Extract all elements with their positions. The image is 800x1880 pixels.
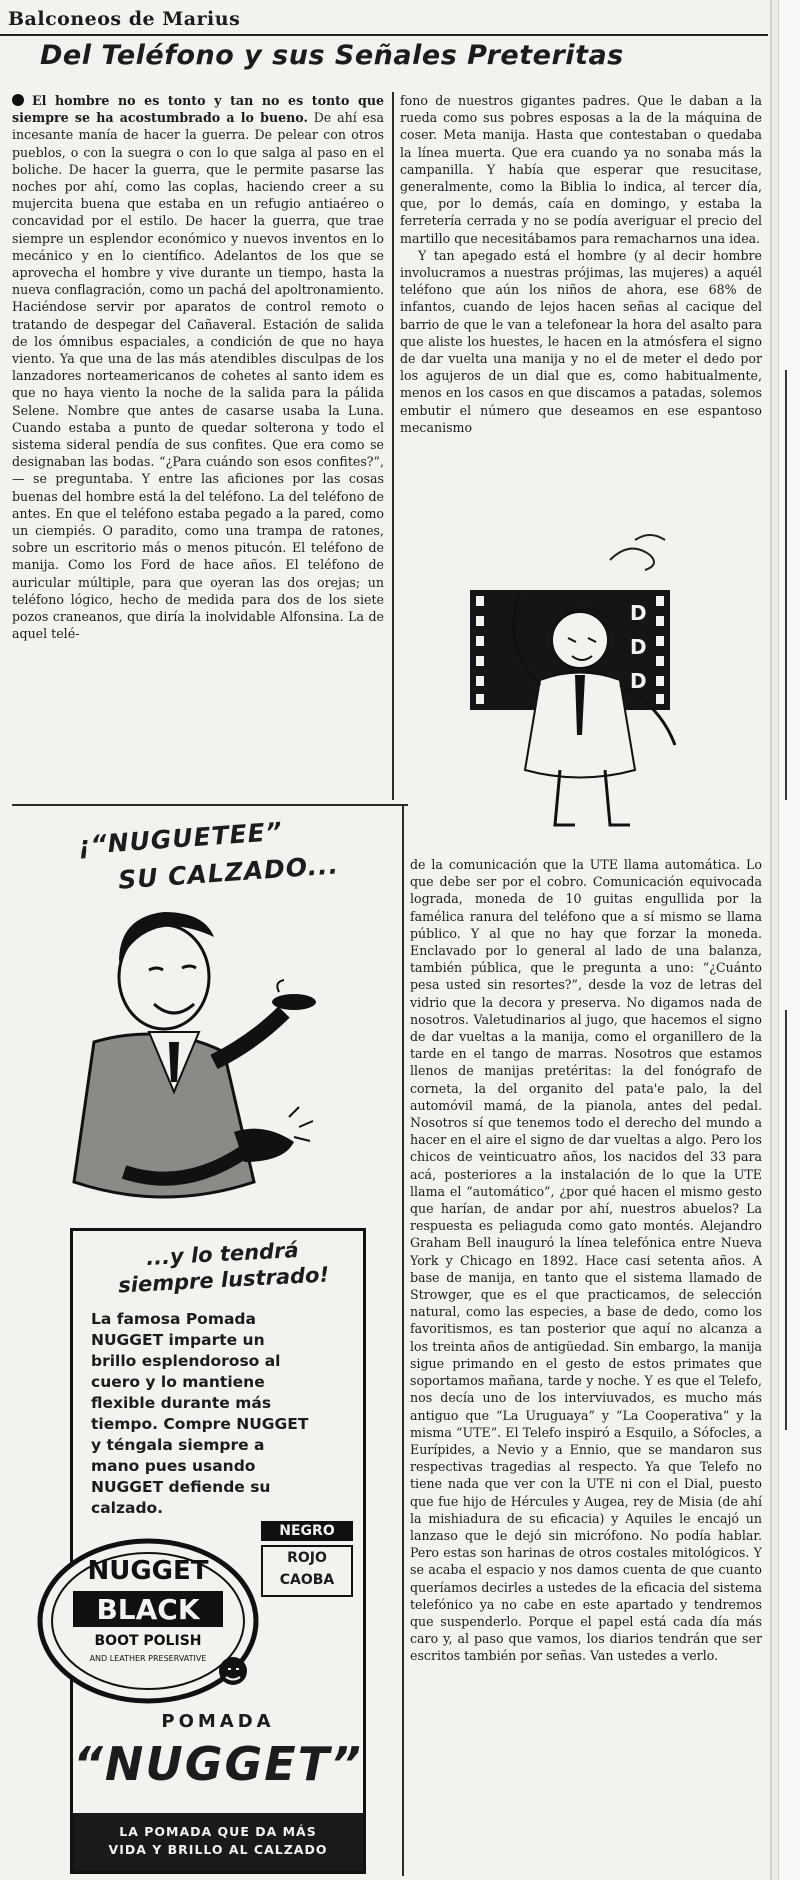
color-label: NEGRO [261, 1521, 353, 1541]
ad-panel [70, 1228, 366, 1874]
polish-tin [33, 1531, 263, 1711]
panel-letter: D [630, 635, 647, 659]
ad-slogan-line: siempre lustrado! [117, 1262, 330, 1298]
article-column-1 [12, 92, 384, 802]
ad-footer-line: LA POMADA QUE DA MÁS [119, 1824, 317, 1839]
ad-footer [73, 1813, 363, 1871]
section-divider [12, 804, 408, 806]
top-rule [0, 34, 768, 36]
ad-body-text: La famosa Pomada NUGGET imparte un brillo esplendoroso al cuero y lo mantiene flexible durante más tiempo. Compre NUGGET y téngala siempre a mano pues usando NUGGET defiende su calzado. [91, 1310, 309, 1517]
tin-color: BLACK [96, 1593, 200, 1626]
ad-product-type: POMADA [161, 1711, 275, 1732]
ad-footer-line: VIDA Y BRILLO AL CALZADO [108, 1842, 328, 1857]
color-options [261, 1521, 353, 1601]
adjacent-clipping-edge [778, 0, 800, 1880]
color-label: ROJO [287, 1550, 327, 1566]
panel-letter: D [630, 669, 647, 693]
tin-brand: NUGGET [87, 1556, 209, 1586]
bullet-icon [12, 94, 24, 106]
column-divider [392, 92, 394, 800]
color-box [261, 1545, 353, 1597]
article-paragraph: De ahí esa incesante manía de hacer la guerra. De pelear con otros pueblos, o con la suegra o con lo que salga al paso en el boliche. De hacer la guerra, que le permite pasarse las noches por ahí, como las coplas, haciendo creer a su mujercita buena que estaba en un refugio antiaéreo o concavidad por el estilo. De hacer la guerra, que trae siempre un esplendor económico y nuevos inventos en lo mecánico y en lo científico. Adelantos de los que se aprovecha el hombre y vive durante un tiempo, hasta la nueva conflagración, como un pachá del apoltronamiento. Haciéndose servir por aparatos de control remoto o tratando de despegar del Cañaveral. Estación de salida de los ómnibus espaciales, a condición de que no haya viento. Ya que una de las más atendibles disculpas de los lanzadores norteamericanos de cohetes al santo idem es que no haya viento la noche de la salida para la pálida Selene. Nombre que antes de casarse usaba la Luna. Cuando estaba a punto de quedar solterona y todo el sistema sideral pendía de sus confites. Que era como se designaban las bodas. “¿Para cuándo son esos confites?”, — se preguntaba. Y entre las aficiones por las cosas buenas del hombre está la del teléfono. La del teléfono de antes. En que el teléfono estaba pegado a la pared, como un ciempiés. O paradito, como una trampa de ratones, sobre un escritorio más o menos pitucón. El teléfono de manija. Como los Ford de hace años. El teléfono de auricular múltiple, para que oyeran las dos orejas; un teléfono lógico, hecho de medida para dos de los siete pozos craneanos, que diría la inolvidable Alfonsina. La de aquel telé- [12, 110, 384, 642]
ad-brand-name: “NUGGET” [73, 1737, 363, 1791]
ad-slogan-line: ...y lo tendrá [145, 1238, 300, 1270]
article-column-2 [400, 92, 762, 512]
article-paragraph: de la comunicación que la UTE llama automática. Lo que debe ser por el cobro. Comunicación equivocada lograda, moneda de 10 guitas engullida por la famélica ranura del teléfono que a sí mismo se llama público. Y al que no hay que forzar la moneda. Enclavado por lo general al lado de una balanza, también pública, que le pregunta a uno: “¿Cuánto pesa usted sin resortes?”, desde la voz de letras del vidrio que la decora y preserva. No digamos nada de nosotros. Valetudinarios al jugo, que hacemos el signo de dar vueltas a la manija, como el organillero de la tarde en el tango de marras. Nosotros que estamos llenos de manijas pretéritas: la del fonógrafo de corneta, la del organito del pata'e palo, la del automóvil mamá, de la pianola, antes del pedal. Nosotros sí que tenemos todo el derecho del mundo a hacer en el aire el signo de dar vueltas a algo. Pero los chicos de veinticuatro años, los nacidos del 33 para acá, posteriores a la instalación de lo que la UTE llama el “automático”, ¿por qué hacen el mismo gesto que harían, de andar por ahí, nuestros abuelos? La respuesta es peliaguda como gato montés. Alejandro Graham Bell inauguró la línea telefónica entre Nueva York y Chicago en 1892. Hace casi setenta años. A base de manija, en tanto que el sistema llamado de Strowger, que es el que practicamos, de selección natural, como las especies, a base de dedo, como los favoritismos, es tan posterior que aquí no alcanza a los treinta años de antigüedad. Sin embargo, la manija sigue primando en el gesto de estos primates que soportamos mañana, tarde y noche. Y es que el Telefo, nos decía uno de los interviuvados, es mucho más antiguo que “La Uruguaya” y “La Cooperativa” y la misma “UTE”. El Telefo inspiró a Esquilo, a Sófocles, a Eurípides, a Nevio y a Ennio, que se mandaron sus respectivas tragedias al respecto. Ya que Telefo no tiene nada que ver con la UTE ni con el Dial, puesto que fue hijo de Hércules y Augea, rey de Misia (de ahí la mishiadura de su eficacia) y Aquiles le encajó un lanzaso que le dejó sin micrófono. No podía hablar. Pero estas son harinas de otros costales mitológicos. Y se acaba el espacio y nos damos cuenta de que cuanto queríamos decirles a ustedes de la eficacia del sistema telefónico ya no cabe en este apartado y tendremos que suspenderlo. Porque el papel está cada día más caro y, al paso que vamos, los diarios tendrán que ser escritos también por señas. Van ustedes a verlo. [410, 857, 762, 1664]
tin-subtitle: BOOT POLISH [94, 1633, 202, 1649]
article-paragraph: Y tan apegado está el hombre (y al decir hombre involucramos a nuestras prójimas, las mujeres) a aquél teléfono que aún los niños de ahora, ese 68% de infantos, cuando de lejos hacen señas al cacique del barrio de que le van a telefonear la hora del asalto para que aliste los huestes, le hacen en la atmósfera el signo de dar vuelta una manija y no el de meter el dedo por los agujeros de un dial que es, como habitualmente, menos en los casos en que discamos a patadas, solemos embutir el número que deseamos en ese espantoso mecanismo [400, 247, 762, 435]
nugget-advertisement [14, 808, 406, 1876]
ad-headline: ¡“NUGUETEE” [77, 816, 284, 861]
article-headline: Del Teléfono y sus Señales Preteritas [40, 40, 624, 71]
panel-letter: D [630, 601, 647, 625]
article-paragraph: fono de nuestros gigantes padres. Que le daban a la rueda como sus pobres esposas a la de la máquina de coser. Meta manija. Hasta que contestaban o quedaba la línea muerta. Que era cuando ya no sonaba más la campanilla. Y había que esperar que resucitase, generalmente, como la Biblia lo indica, al tercer día, que, por lo demás, caía en domingo, y estaba la ferretería cerrada y no se podía averiguar el precio del martillo que necesitábamos para remacharnos una idea. [400, 93, 762, 246]
cartoon-illustration [460, 530, 710, 850]
article-column-3 [410, 856, 762, 1872]
man-illustration [54, 892, 354, 1222]
ad-headline: SU CALZADO... [117, 850, 340, 895]
article-lead: El hombre no es tonto y tan no es tonto que siempre se ha acostumbrado a lo bueno. [12, 93, 384, 126]
tin-subtitle: AND LEATHER PRESERVATIVE [89, 1654, 207, 1663]
ad-slogan [92, 1234, 354, 1300]
column-kicker: Balconeos de Marius [8, 8, 241, 30]
color-label: CAOBA [279, 1572, 335, 1588]
